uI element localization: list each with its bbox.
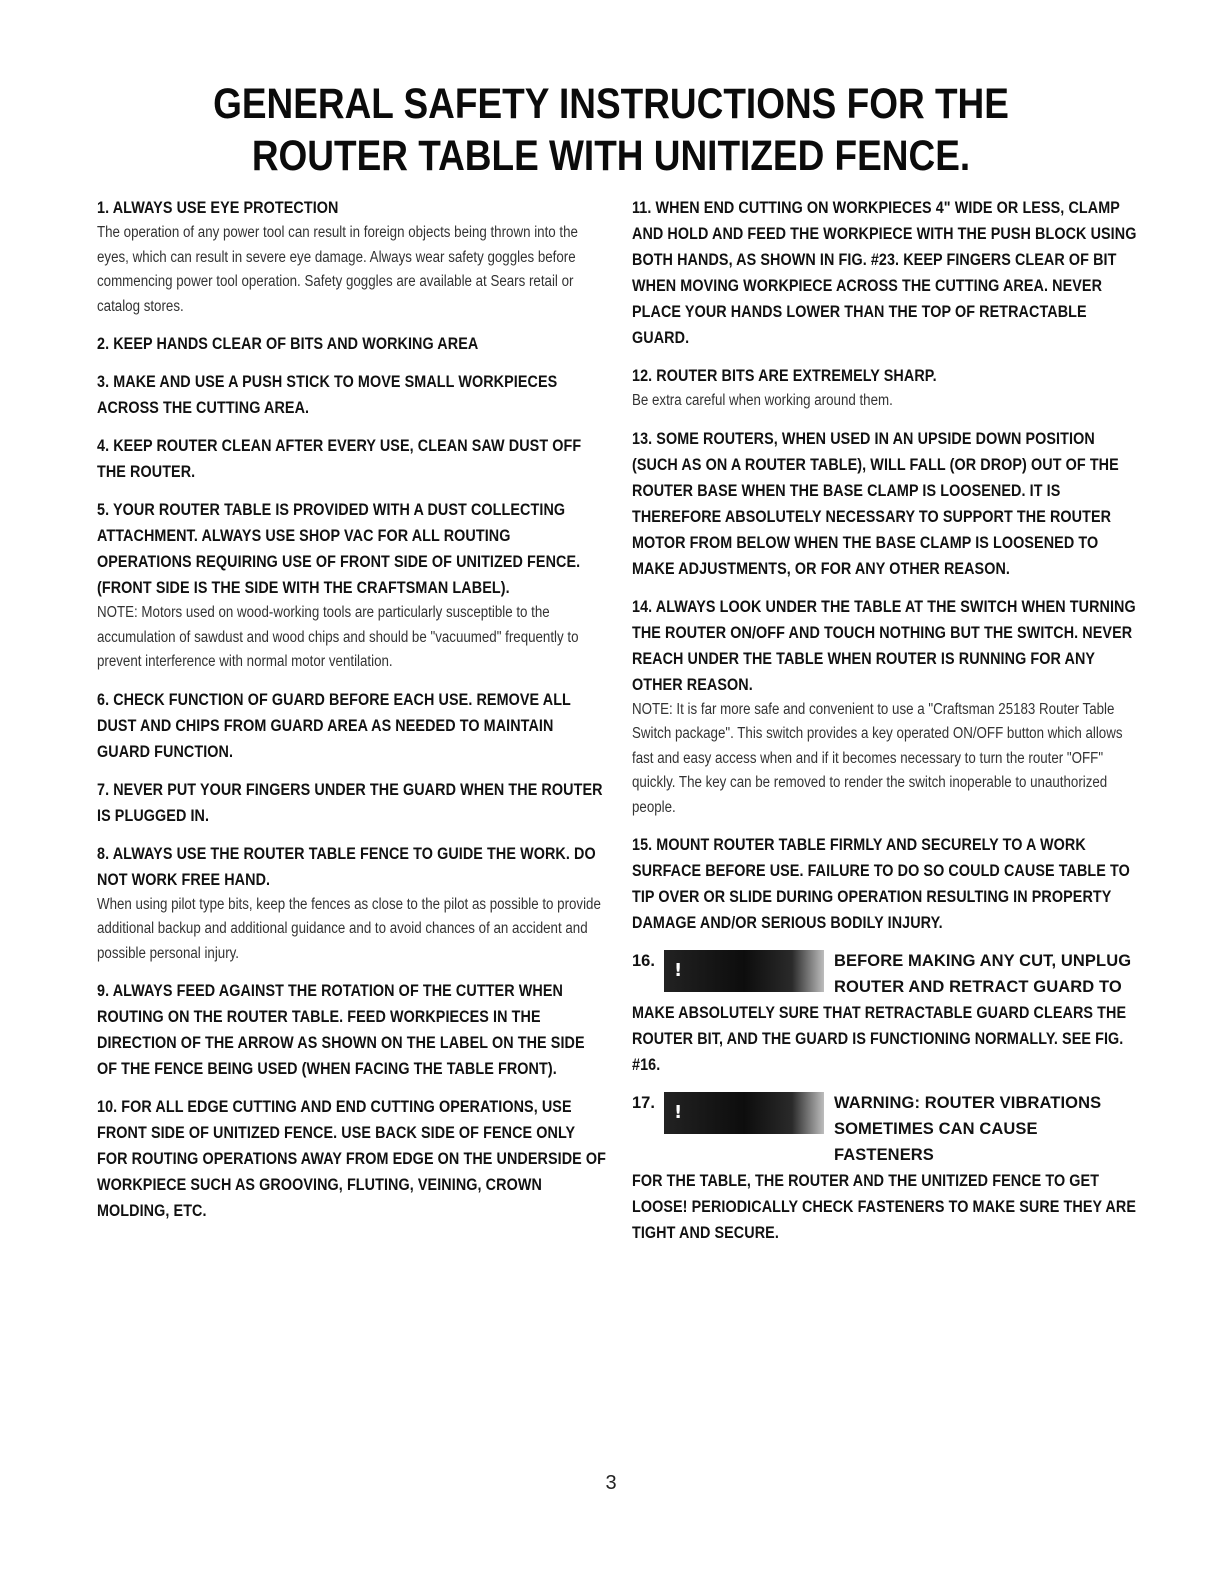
instruction-heading: 8. ALWAYS USE THE ROUTER TABLE FENCE TO GUIDE THE WORK. DO NOT WORK FREE HAND. — [97, 844, 596, 889]
instruction-body: Be extra careful when working around them. — [632, 392, 893, 409]
instruction-number: 17. — [632, 1094, 655, 1112]
page-title-line-1: GENERAL SAFETY INSTRUCTIONS FOR THE — [213, 80, 1009, 128]
warning-continuation: MAKE ABSOLUTELY SURE THAT RETRACTABLE GUARD CLEARS THE ROUTER BIT, AND THE GUARD IS FUNCTIONING NORMALLY. SEE FIG. #16. — [632, 1004, 1127, 1074]
instruction-7 — [97, 777, 607, 829]
warning-heading: BEFORE MAKING ANY CUT, UNPLUG ROUTER AND RETRACT GUARD TO — [834, 952, 1132, 996]
instruction-6 — [97, 687, 607, 765]
instruction-heading: 12. ROUTER BITS ARE EXTREMELY SHARP. — [632, 367, 937, 385]
page-number: 3 — [605, 1472, 617, 1494]
instruction-10 — [97, 1094, 607, 1224]
instruction-body: When using pilot type bits, keep the fences as close to the pilot as possible to provide additional backup and additional guidance and to avoid chances of an accident and possible personal injury. — [97, 895, 601, 962]
instruction-body: The operation of any power tool can result in foreign objects being thrown into the eyes, which can result in severe eye damage. Always wear safety goggles before commencing power tool operation. Safety goggles are available at Sears retail or catalog stores. — [97, 224, 578, 315]
instruction-1 — [97, 195, 607, 319]
warning-icon — [664, 1092, 824, 1134]
instruction-12 — [632, 363, 1142, 414]
instruction-heading: 6. CHECK FUNCTION OF GUARD BEFORE EACH USE. REMOVE ALL DUST AND CHIPS FROM GUARD AREA AS NEEDED TO MAINTAIN GUARD FUNCTION. — [97, 690, 571, 761]
instruction-2 — [97, 331, 607, 357]
warning-heading: WARNING: ROUTER VIBRATIONS SOMETIMES CAN CAUSE FASTENERS — [834, 1094, 1102, 1164]
instruction-heading: 13. SOME ROUTERS, WHEN USED IN AN UPSIDE DOWN POSITION (SUCH AS ON A ROUTER TABLE), WILL FALL (OR DROP) OUT OF THE ROUTER BASE WHEN THE BASE CLAMP IS LOOSENED. IT IS THEREFORE ABSOLUTELY NECESSARY TO SUPPORT THE ROUTER MOTOR FROM BELOW WHEN THE BASE CLAMP IS LOOSENED TO MAKE ADJUSTMENTS, OR FOR ANY OTHER REASON. — [632, 429, 1119, 578]
instruction-note: NOTE: Motors used on wood-working tools are particularly susceptible to the accumulation of sawdust and wood chips and should be "vacuumed" frequently to prevent interference with normal motor ventilation. — [97, 604, 579, 670]
instruction-heading: 15. MOUNT ROUTER TABLE FIRMLY AND SECURELY TO A WORK SURFACE BEFORE USE. FAILURE TO DO SO COULD CAUSE TABLE TO TIP OVER OR SLIDE DURING OPERATION RESULTING IN PROPERTY DAMAGE AND/OR SERIOUS BODILY INJURY. — [632, 836, 1130, 932]
instruction-3 — [97, 369, 607, 421]
instruction-heading: 4. KEEP ROUTER CLEAN AFTER EVERY USE, CLEAN SAW DUST OFF THE ROUTER. — [97, 437, 582, 481]
instruction-5 — [97, 497, 607, 675]
instruction-heading: 7. NEVER PUT YOUR FINGERS UNDER THE GUARD WHEN THE ROUTER IS PLUGGED IN. — [97, 780, 603, 825]
warning-icon — [664, 950, 824, 992]
instruction-13 — [632, 426, 1142, 582]
instruction-heading: 2. KEEP HANDS CLEAR OF BITS AND WORKING AREA — [97, 335, 479, 353]
instruction-heading: 10. FOR ALL EDGE CUTTING AND END CUTTING OPERATIONS, USE FRONT SIDE OF UNITIZED FENCE. USE BACK SIDE OF FENCE ONLY FOR ROUTING OPERATIONS AWAY FROM EDGE ON THE UNDERSIDE OF WORKPIECE SUCH AS GROOVING, FLUTING, VEINING, CROWN MOLDING, ETC. — [97, 1098, 607, 1220]
instruction-heading: 1. ALWAYS USE EYE PROTECTION — [97, 199, 339, 217]
instruction-4 — [97, 433, 607, 485]
instruction-9 — [97, 978, 607, 1082]
left-column — [97, 195, 607, 1236]
warning-glyph: ! — [674, 1102, 683, 1123]
instruction-14 — [632, 594, 1142, 821]
instruction-8 — [97, 841, 607, 967]
instruction-heading: 14. ALWAYS LOOK UNDER THE TABLE AT THE SWITCH WHEN TURNING THE ROUTER ON/OFF AND TOUCH NOTHING BUT THE SWITCH. NEVER REACH UNDER THE TABLE WHEN ROUTER IS RUNNING FOR ANY OTHER REASON. — [632, 597, 1136, 694]
instruction-heading: 5. YOUR ROUTER TABLE IS PROVIDED WITH A DUST COLLECTING ATTACHMENT. ALWAYS USE SHOP VAC FOR ALL ROUTING OPERATIONS REQUIRING USE OF FRONT SIDE OF UNITIZED FENCE. (FRONT SIDE IS THE SIDE WITH THE CRAFTSMAN LABEL). — [97, 501, 581, 597]
instruction-15 — [632, 832, 1142, 936]
instruction-number: 16. — [632, 952, 655, 970]
warning-glyph: ! — [674, 960, 683, 981]
instruction-note: NOTE: It is far more safe and convenient to use a "Craftsman 25183 Router Table Switch package". This switch provides a key operated ON/OFF button which allows fast and easy access when and if it becomes necessary to turn the router "OFF" quickly. The key can be removed to render the switch inoperable to unauthorized people. — [632, 700, 1123, 816]
page-title — [86, 78, 1137, 182]
page-title-line-2: ROUTER TABLE WITH UNITIZED FENCE. — [251, 132, 971, 180]
instruction-heading: 11. WHEN END CUTTING ON WORKPIECES 4" WIDE OR LESS, CLAMP AND HOLD AND FEED THE WORKPIECE WITH THE PUSH BLOCK USING BOTH HANDS, AS SHOWN IN FIG. #23. KEEP FINGERS CLEAR OF BIT WHEN MOVING WORKPIECE ACROSS THE CUTTING AREA. NEVER PLACE YOUR HANDS LOWER THAN THE TOP OF RETRACTABLE GUARD. — [632, 199, 1137, 347]
warning-continuation: FOR THE TABLE, THE ROUTER AND THE UNITIZED FENCE TO GET LOOSE! PERIODICALLY CHECK FASTENERS TO MAKE SURE THEY ARE TIGHT AND SECURE. — [632, 1172, 1137, 1242]
instruction-16 — [632, 948, 1142, 1078]
instruction-heading: 3. MAKE AND USE A PUSH STICK TO MOVE SMALL WORKPIECES ACROSS THE CUTTING AREA. — [97, 373, 558, 417]
instruction-heading: 9. ALWAYS FEED AGAINST THE ROTATION OF THE CUTTER WHEN ROUTING ON THE ROUTER TABLE. FEED WORKPIECES IN THE DIRECTION OF THE ARROW AS SHOWN ON THE LABEL ON THE SIDE OF THE FENCE BEING USED (WHEN FACING THE TABLE FRONT). — [97, 982, 585, 1078]
right-column — [632, 195, 1142, 1258]
instruction-11 — [632, 195, 1142, 351]
instruction-17 — [632, 1090, 1142, 1246]
